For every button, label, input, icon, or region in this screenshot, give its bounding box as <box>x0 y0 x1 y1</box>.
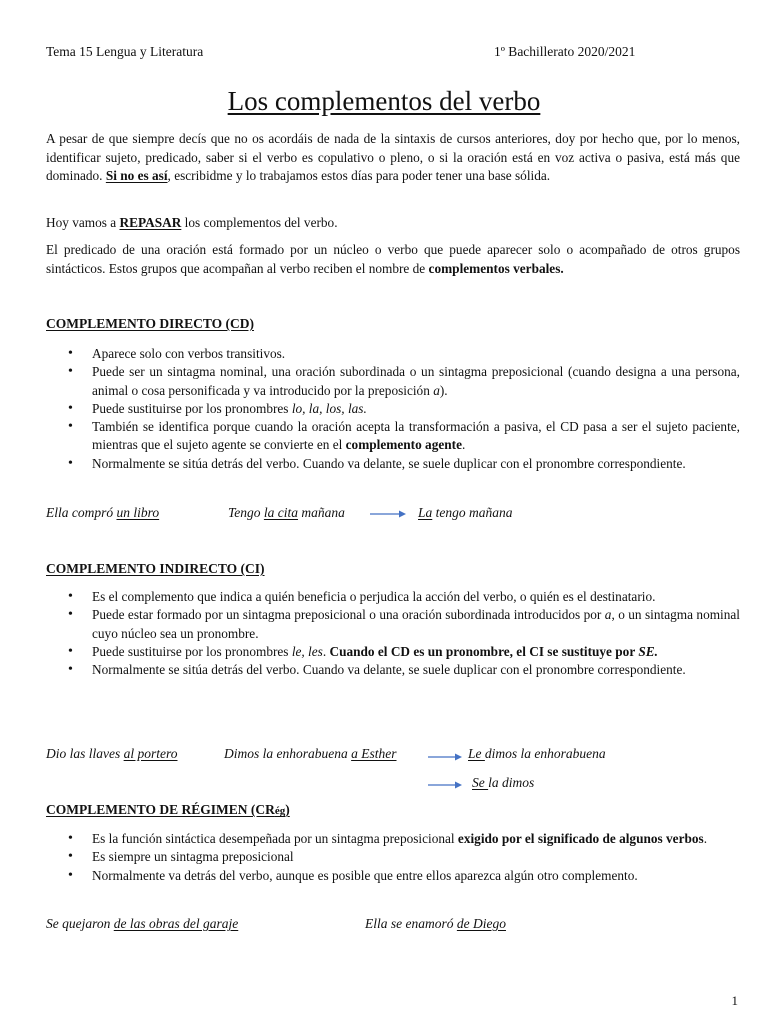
intro-paragraph-3: El predicado de una oración está formado por un núcleo o verbo que puede aparecer solo o acompañado de otros grupos sintácticos. Estos grupos que acompañan al verbo reciben el nombre de complementos verbales. <box>46 242 740 276</box>
list-item: • Normalmente va detrás del verbo, aunque es posible que entre ellos aparezca algún otro complemento. <box>46 867 740 885</box>
list-item: • Puede sustituirse por los pronombres lo, la, los, las. <box>46 400 740 418</box>
header-year: 1º Bachillerato 2020/2021 <box>494 44 636 59</box>
ci-example-2: Dimos la enhorabuena a Esther <box>224 746 397 761</box>
list-item: • Puede estar formado por un sintagma preposicional o una oración subordinada introducidos por a, o un sintagma nominal cuyo núcleo sea un pronombre. <box>46 606 740 643</box>
list-item: • Es el complemento que indica a quién beneficia o perjudica la acción del verbo, o quién es el destinatario. <box>46 588 740 606</box>
list-item: • Es la función sintáctica desempeñada por un sintagma preposicional exigido por el significado de algunos verbos. <box>46 830 740 848</box>
list-item: • Normalmente se sitúa detrás del verbo. Cuando va delante, se suele duplicar con el pronombre correspondiente. <box>46 661 740 679</box>
arrow-right-icon <box>428 780 462 790</box>
page-header <box>46 44 768 60</box>
list-item: • Aparece solo con verbos transitivos. <box>46 345 740 363</box>
ci-example-3: Le dimos la enhorabuena <box>468 746 606 761</box>
section-heading-creg: COMPLEMENTO DE RÉGIMEN (CRég) <box>46 802 290 817</box>
list-item: • Puede sustituirse por los pronombres le, les. Cuando el CD es un pronombre, el CI se sustituye por SE. <box>46 643 740 661</box>
emphasis-complementos-verbales: complementos verbales. <box>428 260 564 276</box>
list-item: • Es siempre un sintagma preposicional <box>46 848 740 866</box>
ci-example-4: Se la dimos <box>472 775 535 790</box>
ci-example-1: Dio las llaves al portero <box>46 746 178 761</box>
cd-bullet-list <box>46 345 740 473</box>
arrow-right-icon <box>428 752 462 762</box>
page-number: 1 <box>731 993 738 1008</box>
cd-example-1: Ella compró un libro <box>46 505 160 520</box>
emphasis-repasar: REPASAR <box>119 215 182 230</box>
list-item: • Normalmente se sitúa detrás del verbo. Cuando va delante, se suele duplicar con el pronombre correspondiente. <box>46 455 740 473</box>
cd-example-3: La tengo mañana <box>418 505 513 520</box>
emphasis-si-no-es-asi: Si no es así <box>105 168 168 183</box>
section-heading-cd: COMPLEMENTO DIRECTO (CD) <box>46 316 255 331</box>
creg-example-2: Ella se enamoró de Diego <box>365 916 506 931</box>
section-heading-ci: COMPLEMENTO INDIRECTO (CI) <box>46 561 265 576</box>
header-course: Tema 15 Lengua y Literatura <box>46 44 204 59</box>
list-item: • También se identifica porque cuando la oración acepta la transformación a pasiva, el CD pasa a ser el sujeto paciente, mientras que el sujeto agente se convierte en el complemento agente. <box>46 418 740 455</box>
intro-paragraph-1: A pesar de que siempre decís que no os acordáis de nada de la sintaxis de cursos anteriores, doy por hecho que, por lo menos, identificar sujeto, predicado, saber si el verbo es copulativo o pleno, o si la oración está en voz activa o pasiva, está más que dominado. Si no es así, escribidme y lo trabajamos estos días para poder tener una base sólida. <box>46 131 740 183</box>
list-item: • Puede ser un sintagma nominal, una oración subordinada o un sintagma preposicional (cuando designa a una persona, animal o cosa personificada y va introducido por la preposición a). <box>46 363 740 400</box>
page-title: Los complementos del verbo <box>227 86 541 116</box>
creg-bullet-list <box>46 830 740 885</box>
ci-bullet-list <box>46 588 740 679</box>
cd-example-2: Tengo la cita mañana <box>228 505 345 520</box>
intro-paragraph-2: Hoy vamos a REPASAR los complementos del verbo. <box>46 215 338 230</box>
creg-example-1: Se quejaron de las obras del garaje <box>46 916 239 931</box>
arrow-right-icon <box>370 509 406 519</box>
